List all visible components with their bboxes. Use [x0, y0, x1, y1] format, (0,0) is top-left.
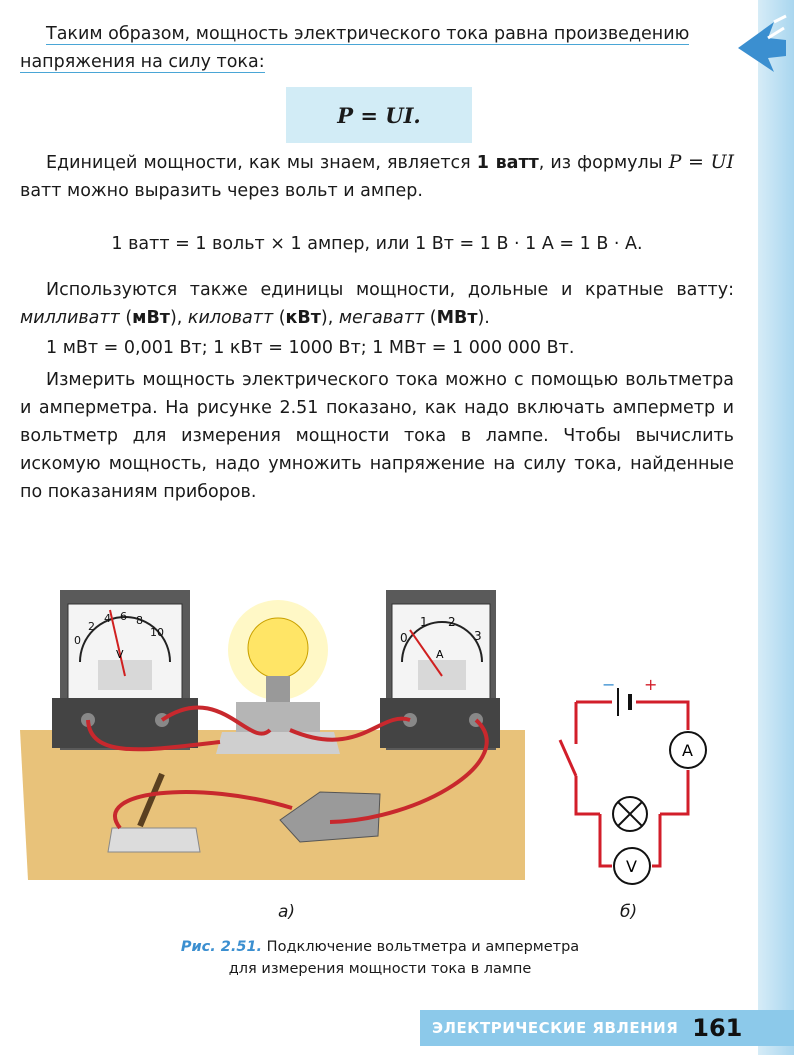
paragraph-units: Используются также единицы мощности, дольные и кратные ватту: милливатт (мВт), киловатт (кВт), мегаватт (МВт).: [20, 280, 734, 328]
equation: 1 ватт = 1 вольт × 1 ампер, или 1 Вт = 1 В · 1 А = 1 В · А.: [111, 234, 643, 254]
scale-label: 0: [400, 631, 408, 645]
paragraph-unit: [20, 148, 734, 205]
unit-abbr: мВт: [132, 308, 170, 328]
voltmeter-letter: V: [116, 648, 124, 661]
paragraph-measure: [20, 366, 734, 506]
scale-label: 8: [136, 614, 143, 627]
schematic-symbols: [602, 675, 706, 884]
caption-text: Подключение вольтметра и амперметра: [262, 939, 580, 955]
equation-line: [20, 230, 734, 258]
text: Используются также единицы мощности, дольные и кратные ватту:: [46, 280, 734, 300]
text-line: напряжения на силу тока:: [20, 52, 265, 72]
figure-circuit: [0, 560, 760, 890]
caption-number: Рис. 2.51.: [180, 939, 263, 955]
circuit-schematic: [560, 702, 688, 866]
scale-label: 6: [120, 610, 127, 623]
unit-name: мегаватт: [338, 308, 425, 328]
voltmeter: [52, 590, 198, 750]
formula-box: [286, 87, 472, 143]
scale-label: 2: [88, 620, 95, 633]
schema-V: V: [626, 857, 637, 876]
section-title: ЭЛЕКТРИЧЕСКИЕ ЯВЛЕНИЯ: [432, 1019, 679, 1037]
unit-name: милливатт: [20, 308, 120, 328]
unit-abbr: МВт: [436, 308, 478, 328]
scale-label: 2: [448, 615, 456, 629]
scale-label: 0: [74, 634, 81, 647]
page-footer: [420, 1010, 794, 1046]
scale-label: 10: [150, 626, 164, 639]
conversions-line: [20, 334, 734, 362]
text: ватт можно выразить через вольт и ампер.: [20, 181, 423, 201]
battery-plus: +: [644, 675, 658, 694]
scale-label: 1: [420, 615, 428, 629]
scale-label: 4: [104, 612, 111, 625]
scale-label: 3: [474, 629, 482, 643]
schema-A: A: [682, 741, 693, 760]
figure-caption: [150, 936, 610, 980]
text: , из формулы: [538, 153, 663, 173]
back-arrow-icon[interactable]: [734, 14, 788, 74]
battery-minus: −: [602, 675, 616, 694]
inline-formula: P = UI: [668, 151, 734, 173]
figure-label-a: а): [278, 902, 296, 922]
text: Единицей мощности, как мы знаем, является: [46, 153, 477, 173]
page-number: 161: [692, 1014, 743, 1042]
figure-label-b: б): [620, 902, 638, 922]
formula-main: P = UI.: [337, 102, 421, 128]
text: Измерить мощность электрического тока можно с помощью вольтметра и амперметра. На рисунке 2.51 показано, как надо включать амперметр и вольтметр для измерения мощности тока в лампе. Чтобы вычислить искомую мощность, надо умножить напряжение на силу тока, найденные по показаниям приборов.: [20, 370, 734, 502]
unit-abbr: кВт: [285, 308, 321, 328]
text-line: Таким образом, мощность электрического тока равна произведению: [46, 24, 690, 44]
page-side-strip: [758, 0, 794, 1055]
caption-text: для измерения мощности тока в лампе: [228, 961, 532, 977]
conversions: 1 мВт = 0,001 Вт; 1 кВт = 1000 Вт; 1 МВт = 1 000 000 Вт.: [46, 338, 575, 358]
unit-name: киловатт: [187, 308, 274, 328]
bold-term: 1 ватт: [476, 153, 539, 173]
ammeter-letter: A: [436, 648, 444, 661]
paragraph-intro: [20, 20, 734, 76]
